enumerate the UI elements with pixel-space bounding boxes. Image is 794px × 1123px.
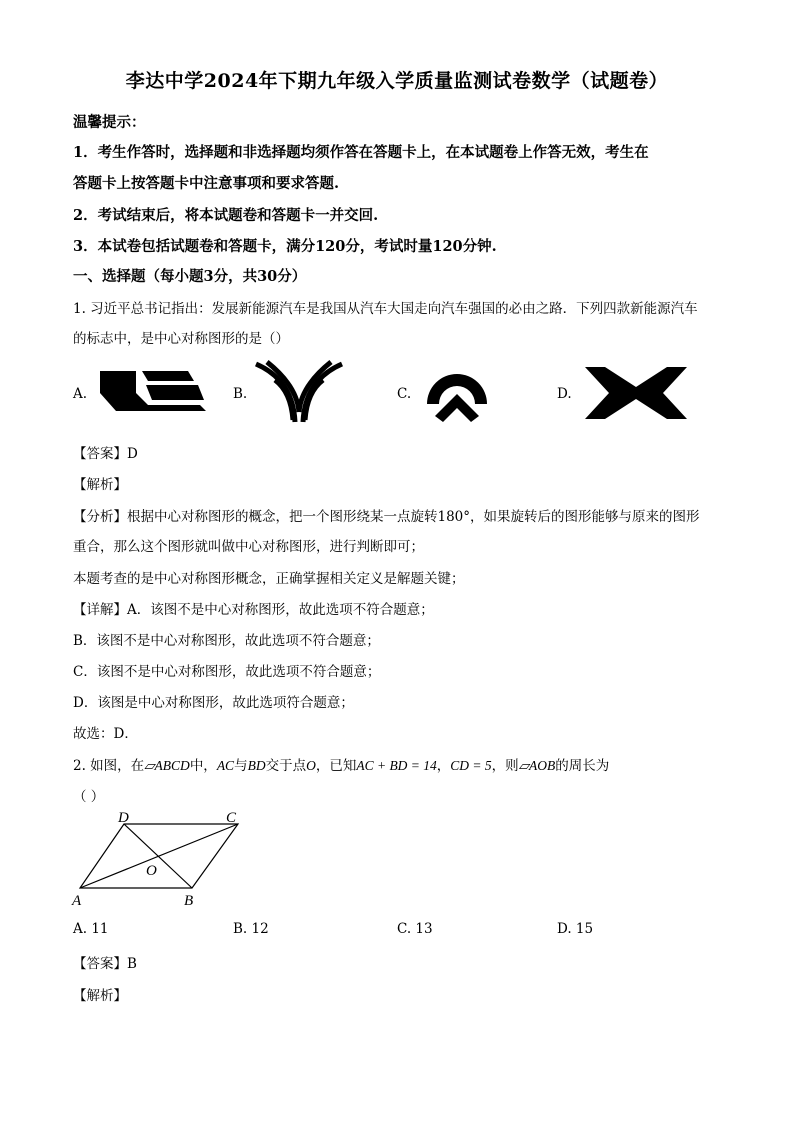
q1-stem-line-1: 1. 习近平总书记指出：发展新能源汽车是我国从汽车大国走向汽车强国的必由之路．下列四款新能源汽车 [73,301,698,317]
q2-triangle: ▱AOB [518,758,556,773]
q2-option-a: A. 11 [73,921,109,937]
logo-b-icon [253,360,345,424]
logo-a-icon [96,367,210,413]
q2-analysis-label: 【解析】 [73,988,127,1004]
q2-answer: 【答案】B [73,956,137,972]
notice-line-4: 3．本试卷包括试题卷和答题卡，满分120分，考试时量120分钟. [73,238,497,255]
q2-option-c: C. 13 [397,921,433,937]
logo-c-icon [420,360,494,424]
page-title: 李达中学2024年下期九年级入学质量监测试卷数学（试题卷） [125,70,669,92]
q1-option-b-label: B. [233,386,248,402]
q2-text: ，已知 [315,758,357,774]
q1-detail-line-4: D．该图是中心对称图形，故此选项符合题意； [73,695,354,711]
section-heading: 一、选择题（每小题3分，共30分） [73,268,307,285]
notice-line-2: 答题卡上按答题卡中注意事项和要求答题. [73,175,340,192]
notice-line-1: 1．考生作答时，选择题和非选择题均须作答在答题卡上，在本试题卷上作答无效，考生在 [73,144,649,161]
q2-parallelogram: ▱ABCD [144,758,190,773]
q2-paren: （ ） [73,789,105,805]
q1-option-a-label: A. [73,386,88,402]
q1-option-d-label: D. [557,386,572,402]
q2-equation-2: CD = 5 [450,758,492,773]
label-b: B [184,893,194,909]
logo-d-icon [583,365,689,421]
diagonal-bd [124,824,192,888]
q1-detail-line-2: B．该图不是中心对称图形，故此选项不符合题意； [73,633,380,649]
q2-text: 交于点 [265,758,307,774]
label-o: O [146,863,157,879]
notice-line-3: 2．考试结束后，将本试题卷和答题卡一并交回. [73,207,379,224]
q2-text: 的周长为 [555,758,610,774]
q2-text: 中， [189,758,217,774]
q1-option-c-label: C. [397,386,412,402]
q2-equation-1: AC + BD = 14 [356,758,437,773]
q1-analysis-label: 【解析】 [73,477,127,493]
label-d: D [118,810,129,826]
q1-detail-line-3: C．该图不是中心对称图形，故此选项不符合题意； [73,664,381,680]
q2-segment-bd: BD [247,758,266,773]
q1-answer: 【答案】D [73,446,138,462]
q1-analysis-line-3: 本题考查的是中心对称图形概念，正确掌握相关定义是解题关键； [73,571,465,587]
q2-stem-line-1 [73,754,609,774]
parallelogram-figure [68,810,248,910]
notice-heading: 温馨提示： [73,114,146,131]
q2-segment-ac: AC [216,758,235,773]
label-c: C [226,810,237,826]
q1-stem-line-2: 的标志中，是中心对称图形的是（） [73,331,289,347]
q2-text: ， [436,758,451,774]
q2-option-d: D. 15 [557,921,594,937]
label-a: A [72,893,82,909]
q2-text: ，则 [491,758,519,774]
q2-text: 2. 如图，在 [73,758,145,774]
q1-analysis-line-2: 重合，那么这个图形就叫做中心对称图形，进行判断即可； [73,539,424,555]
q2-point-o: O [306,758,316,773]
q1-analysis-line-1: 【分析】根据中心对称图形的概念，把一个图形绕某一点旋转180°，如果旋转后的图形能够与原来的图形 [73,509,700,525]
q1-detail-line-1: 【详解】A．该图不是中心对称图形，故此选项不符合题意； [73,602,434,618]
q1-conclusion: 故选：D． [73,726,138,742]
q2-text: 与 [234,758,248,774]
q2-option-b: B. 12 [233,921,269,937]
